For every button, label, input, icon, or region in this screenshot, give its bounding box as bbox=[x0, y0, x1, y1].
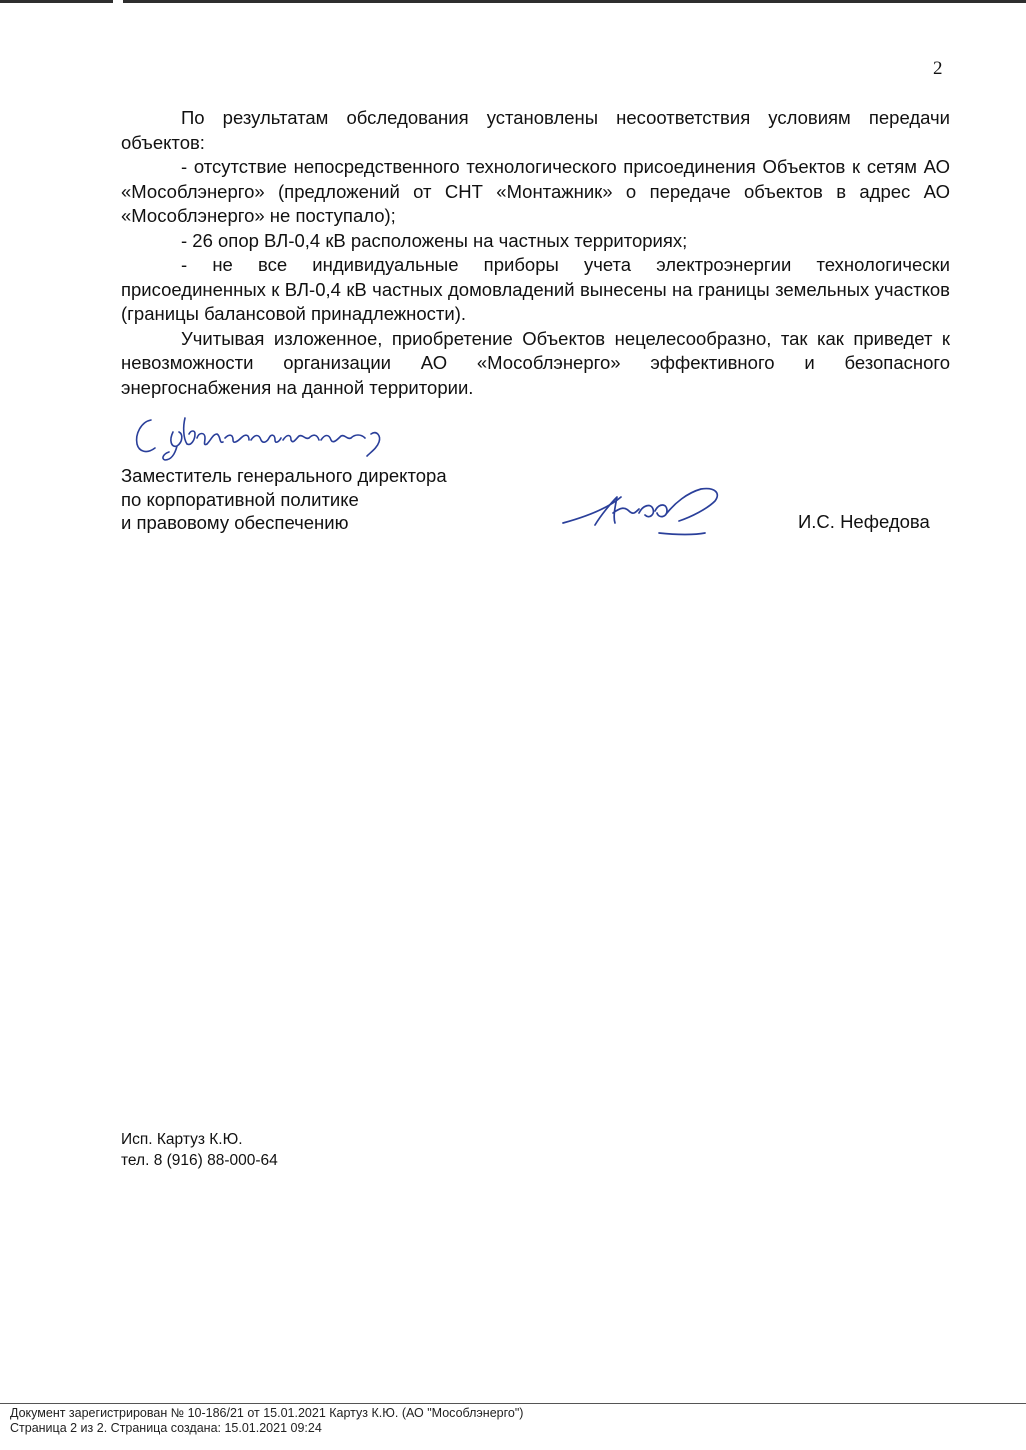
handwritten-closing bbox=[133, 412, 403, 462]
executor-phone: тел. 8 (916) 88-000-64 bbox=[121, 1152, 278, 1169]
executor-name: Исп. Картуз К.Ю. bbox=[121, 1131, 243, 1148]
page-top-edge-gap bbox=[113, 0, 123, 3]
body-paragraph-item-meters: - не все индивидуальные приборы учета электроэнергии технологически присоединенных к ВЛ-0,4 кВ частных домовладений вынесены на границы земельных участков (границы балансовой принадлежности). bbox=[121, 254, 950, 324]
registration-page-line: Страница 2 из 2. Страница создана: 15.01.2021 09:24 bbox=[10, 1421, 322, 1435]
page-number: 2 bbox=[933, 58, 943, 79]
signatory-position-line: Заместитель генерального директора bbox=[121, 465, 447, 486]
letter-body bbox=[121, 106, 950, 400]
signatory-position-line: и правовому обеспечению bbox=[121, 512, 349, 533]
body-paragraph-findings: По результатам обследования установлены несоответствия условиям передачи объектов: bbox=[121, 107, 950, 153]
body-paragraph-conclusion: Учитывая изложенное, приобретение Объектов нецелесообразно, так как приведет к невозможности организации АО «Мособлэнерго» эффективного и безопасного энергоснабжения на данной территории. bbox=[121, 327, 950, 398]
handwritten-signature bbox=[555, 483, 730, 545]
registration-line: Документ зарегистрирован № 10-186/21 от 15.01.2021 Картуз К.Ю. (АО "Мособлэнерго") bbox=[10, 1406, 524, 1420]
body-paragraph-item-connection: - отсутствие непосредственного технологического присоединения Объектов к сетям АО «Мособлэнерго» (предложений от СНТ «Монтажник» о передаче объектов в адрес АО «Мособлэнерго» не поступало); bbox=[121, 156, 950, 226]
signatory-name: И.С. Нефедова bbox=[798, 511, 930, 532]
signatory-position bbox=[121, 464, 447, 535]
signatory-position-line: по корпоративной политике bbox=[121, 488, 359, 510]
footer-divider bbox=[0, 1403, 1026, 1404]
page-top-edge bbox=[0, 0, 1026, 3]
body-paragraph-item-poles: - 26 опор ВЛ-0,4 кВ расположены на частных территориях; bbox=[181, 229, 688, 251]
executor-info bbox=[121, 1129, 278, 1171]
registration-stamp bbox=[10, 1406, 523, 1436]
